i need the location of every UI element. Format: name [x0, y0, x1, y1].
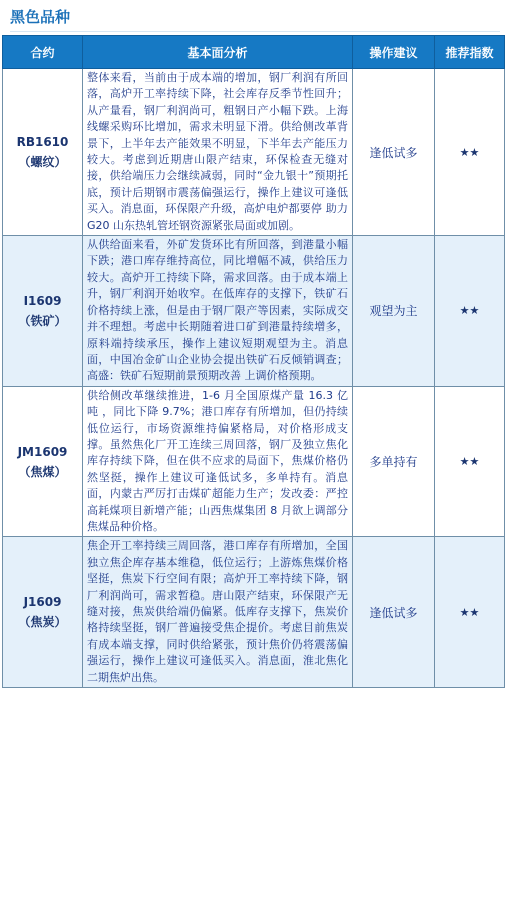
contract-name: （焦炭）	[18, 615, 67, 630]
contract-code: JM1609	[17, 444, 68, 459]
section-title: 黑色品种	[10, 3, 500, 32]
rating-stars: ★★	[435, 386, 505, 537]
table-row	[3, 386, 505, 537]
advice-cell: 观望为主	[353, 236, 435, 387]
contract-cell	[3, 236, 83, 387]
analysis-cell: 供给侧改革继续推进，1-6 月全国原煤产量 16.3 亿吨 ，同比下降 9.7%；港口库存有所增加，但仍持续低位运行，市场资源维持偏紧格局，对价格形成支撑。虽然焦化厂开工连续三周回落，钢厂及独立焦化库存持续下降，但在供不应求的局面下，焦煤价格仍然坚挺，操作上建议可逢低试多，多单持有。消息面，内蒙古严厉打击煤矿超能力生产；发改委：严控高耗煤项目新增产能；山西焦煤集团 8 月欲上调部分焦煤品种价格。	[83, 386, 353, 537]
contract-name: （铁矿）	[18, 313, 67, 328]
futures-recommendation-table	[2, 35, 505, 688]
table-header-row	[3, 36, 505, 69]
contract-name: （螺纹）	[18, 155, 67, 170]
header-advice: 操作建议	[353, 36, 435, 69]
advice-cell: 多单持有	[353, 386, 435, 537]
header-contract: 合约	[3, 36, 83, 69]
contract-code: J1609	[23, 595, 62, 610]
header-analysis: 基本面分析	[83, 36, 353, 69]
table-row	[3, 236, 505, 387]
rating-stars: ★★	[435, 537, 505, 688]
contract-name: （焦煤）	[18, 464, 67, 479]
contract-cell	[3, 69, 83, 236]
table-row	[3, 69, 505, 236]
header-rating: 推荐指数	[435, 36, 505, 69]
rating-stars: ★★	[435, 69, 505, 236]
contract-code: RB1610	[16, 135, 69, 150]
contract-cell	[3, 386, 83, 537]
analysis-cell: 从供给面来看，外矿发货环比有所回落，到港量小幅下跌；港口库存维持高位，同比增幅不减，供给压力较大。高炉开工持续下降，需求回落。由于成本端上升，钢厂利润开始收窄。在低库存的支撑下，铁矿石价格持续上涨，但是由于钢厂限产等因素，实际成交并不理想。考虑中长期随着进口矿到港量持续增多，原料端持续承压，操作上建议短期观望为主。消息面，中国冶金矿山企业协会提出铁矿石反倾销调查；高盛：铁矿石短期前景预期改善 上调价格预期。	[83, 236, 353, 387]
contract-cell	[3, 537, 83, 688]
table-row	[3, 537, 505, 688]
rating-stars: ★★	[435, 236, 505, 387]
analysis-cell: 焦企开工率持续三周回落，港口库存有所增加，全国独立焦企库存基本维稳，低位运行；上游炼焦煤价格坚挺，焦炭下行空间有限；高炉开工率持续下降，钢厂利润尚可，需求暂稳。唐山限产结束，环保限产无缝对接，焦炭供给端仍偏紧。低库存支撑下，焦炭价格持续坚挺，钢厂普遍接受焦企提价。考虑目前焦炭有成本端支撑，同时供给紧张，预计焦价仍将震荡偏强运行，操作上建议可逢低买入。消息面，淮北焦化二期焦炉出焦。	[83, 537, 353, 688]
advice-cell: 逢低试多	[353, 537, 435, 688]
contract-code: I1609	[23, 293, 62, 308]
advice-cell: 逢低试多	[353, 69, 435, 236]
analysis-cell: 整体来看，当前由于成本端的增加，钢厂利润有所回落，高炉开工率持续下降，社会库存反季节性回升；从产量看，钢厂利润尚可，粗钢日产小幅下跌。上海线螺采购环比增加，需求未明显下滑。供给侧改革背景下，上半年去产能效果不明显，下半年去产能压力较大。考虑到近期唐山限产结束，环保检查无缝对接，供给端压力会继续减弱，同时“金九银十”预期托底，预计后期钢市震荡偏强运行，操作上建议可逢低买入。消息面，环保限产升级，高炉电炉都要停 助力 G20 山东热轧管坯钢资源紧张局面或加剧。	[83, 69, 353, 236]
